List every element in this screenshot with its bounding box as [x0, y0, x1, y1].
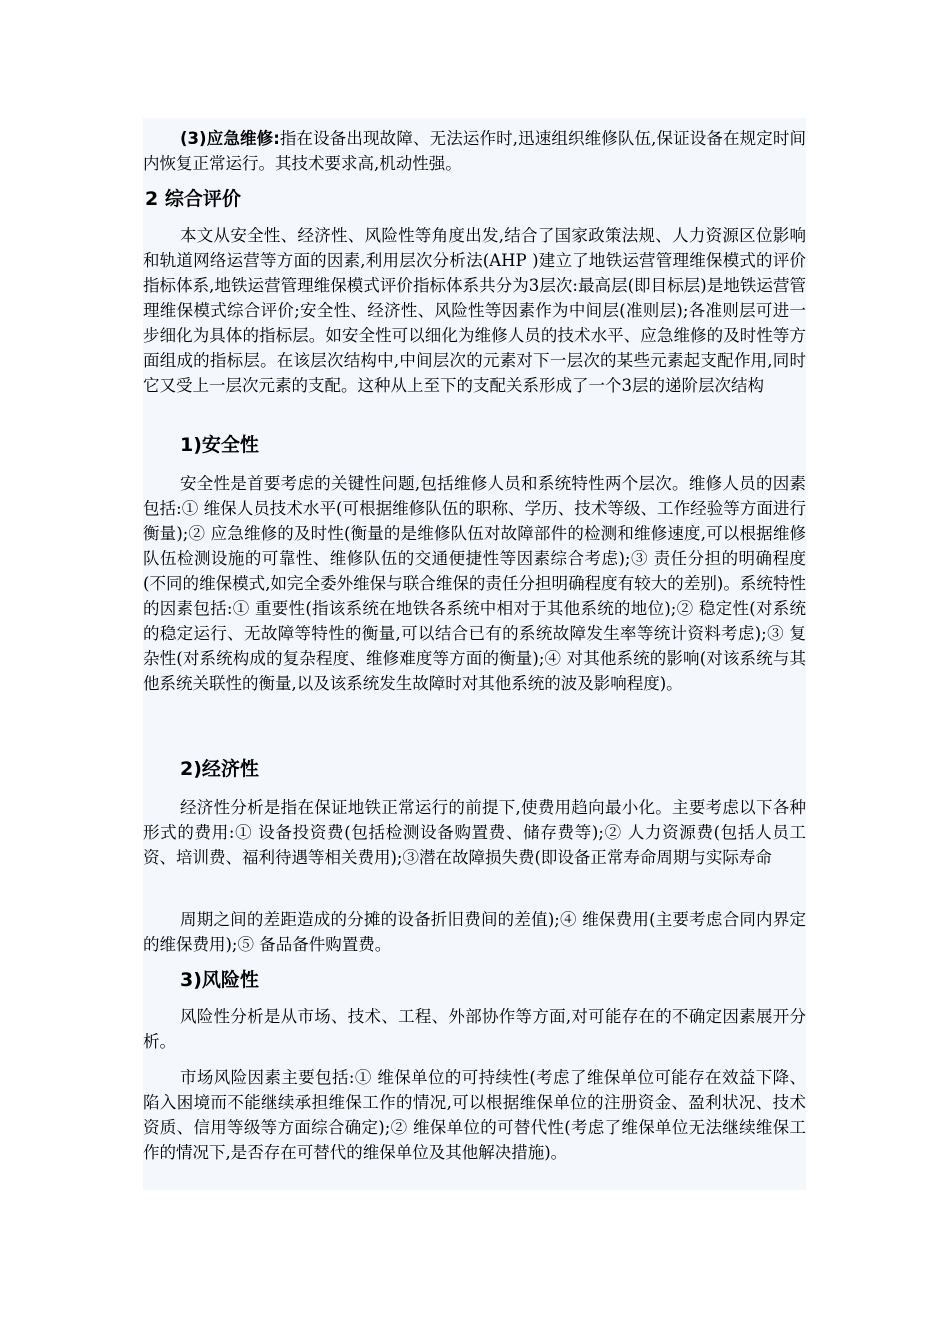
- economy-paragraph-2: 周期之间的差距造成的分摊的设备折旧费间的差值);④ 维保费用(主要考虑合同内界定的维保费用);⑤ 备品备件购置费。: [143, 910, 806, 954]
- risk-heading: 3)风险性: [180, 969, 259, 991]
- safety-heading: 1)安全性: [180, 434, 259, 456]
- risk-paragraph-1: 风险性分析是从市场、技术、工程、外部协作等方面,对可能存在的不确定因素展开分析。: [143, 1007, 806, 1051]
- emergency-repair-paragraph: [143, 126, 806, 176]
- document-page: [143, 118, 806, 1190]
- safety-paragraph: 安全性是首要考虑的关键性问题,包括维修人员和系统特性两个层次。维修人员的因素包括:① 维保人员技术水平(可根据维修队伍的职称、学历、技术等级、工作经验等方面进行衡量);② 应急维修的及时性(衡量的是维修队伍对故障部件的检测和维修速度,可以根据维修队伍检测设施的可靠性、维修队伍的交通便捷性等因素综合考虑);③ 责任分担的明确程度(不同的维保模式,如完全委外维保与联合维保的责任分担明确程度有较大的差别)。系统特性的因素包括:① 重要性(指该系统在地铁各系统中相对于其他系统的地位);② 稳定性(对系统的稳定运行、无故障等特性的衡量,可以结合已有的系统故障发生率等统计资料考虑);③ 复杂性(对系统构成的复杂程度、维修难度等方面的衡量);④ 对其他系统的影响(对该系统与其他系统关联性的衡量,以及该系统发生故障时对其他系统的波及影响程度)。: [143, 474, 806, 693]
- economy-paragraph-1: 经济性分析是指在保证地铁正常运行的前提下,使费用趋向最小化。主要考虑以下各种形式的费用:① 设备投资费(包括检测设备购置费、储存费等);② 人力资源费(包括人员工资、培训费、福利待遇等相关费用);③潜在故障损失费(即设备正常寿命周期与实际寿命: [143, 798, 806, 867]
- emergency-repair-text: 指在设备出现故障、无法运作时,迅速组织维修队伍,保证设备在规定时间内恢复正常运行。其技术要求高,机动性强。: [143, 129, 806, 173]
- risk-paragraph-2: 市场风险因素主要包括:① 维保单位的可持续性(考虑了维保单位可能存在效益下降、陷入困境而不能继续承担维保工作的情况,可以根据维保单位的注册资金、盈利状况、技术资质、信用等级等方面综合确定);② 维保单位的可替代性(考虑了维保单位无法继续维保工作的情况下,是否存在可替代的维保单位及其他解决措施)。: [143, 1068, 806, 1162]
- economy-heading: 2)经济性: [180, 758, 259, 780]
- section-2-heading: 2 综合评价: [145, 188, 241, 210]
- section-2-intro-paragraph: 本文从安全性、经济性、风险性等角度出发,结合了国家政策法规、人力资源区位影响和轨道网络运营等方面的因素,利用层次分析法(AHP )建立了地铁运营管理维保模式的评价指标体系,地铁运营管理维保模式评价指标体系共分为3层次:最高层(即目标层)是地铁运营管理维保模式综合评价;安全性、经济性、风险性等因素作为中间层(准则层);各准则层可进一步细化为具体的指标层。如安全性可以细化为维修人员的技术水平、应急维修的及时性等方面组成的指标层。在该层次结构中,中间层次的元素对下一层次的某些元素起支配作用,同时它又受上一层次元素的支配。这种从上至下的支配关系形成了一个3层的递阶层次结构: [143, 226, 806, 395]
- emergency-repair-lead: (3)应急维修:: [180, 129, 280, 148]
